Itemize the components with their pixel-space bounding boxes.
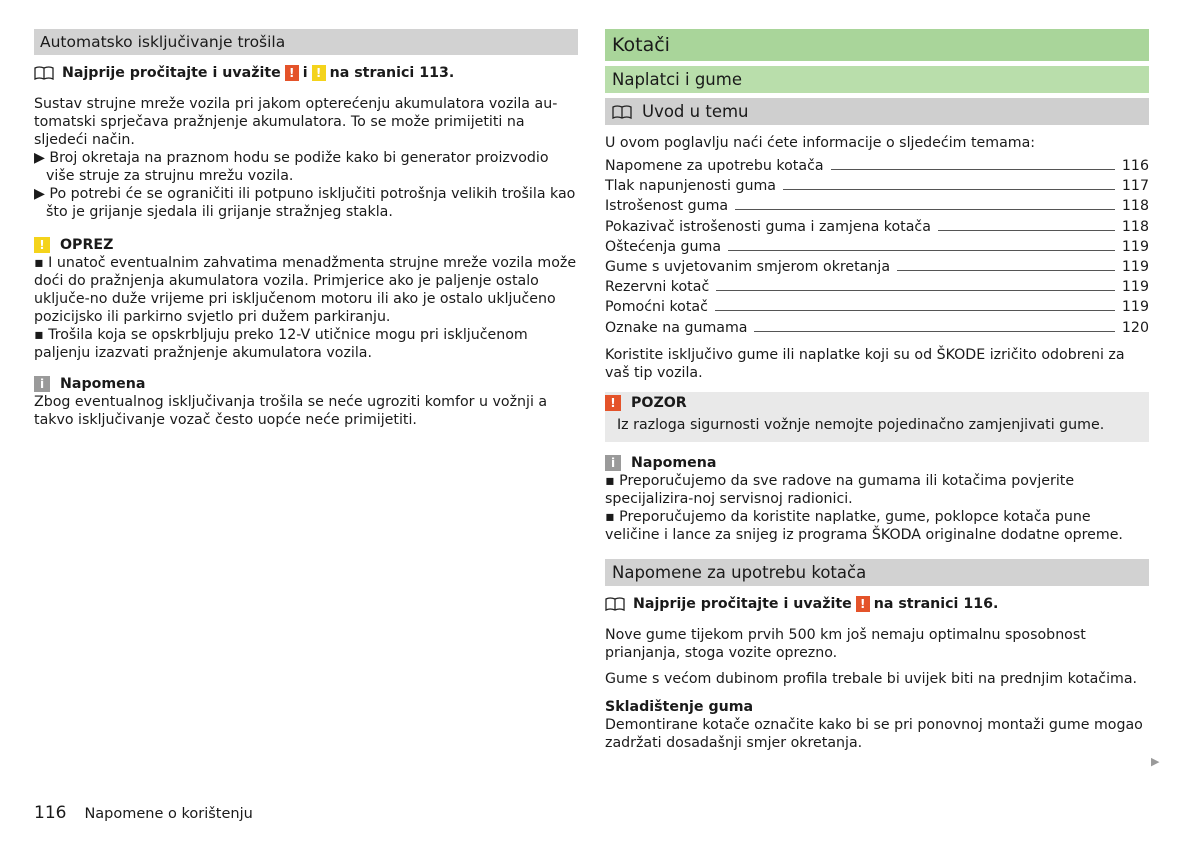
list-item: ▪ I unatoč eventualnim zahvatima menadžmenta strujne mreže vozila može doći do pražnjenja akumulatora vozila. Primjerice ako je paljenje ostalo uključe-no duže vrijeme pri isključenom motoru ili ako je ostalo uključeno pozicijsko ili parkirno svjetlo pri dužem parkiranju. <box>34 255 577 325</box>
chapter-name: Napomene o korištenju <box>84 806 253 822</box>
toc-entry[interactable]: Pomoćni kotač 119 <box>605 299 1149 316</box>
list-item: ▶ Po potrebi će se ograničiti ili potpuno isključiti potrošnja velikih trošila kao što je grijanje sjedala ili grijanje stražnjeg stakla. <box>34 186 576 220</box>
info-icon: i <box>605 455 621 471</box>
toc-entry[interactable]: Tlak napunjenosti guma 117 <box>605 178 1149 195</box>
reference-line <box>34 64 578 82</box>
approval-paragraph: Koristite isključivo gume ili naplatke koji su od ŠKODE izričito odobreni za vaš tip vozila. <box>605 346 1125 381</box>
toc-entry[interactable]: Oštećenja guma 119 <box>605 238 1149 255</box>
note-box <box>605 454 1149 544</box>
reference-text: Najprije pročitajte i uvažite <box>62 65 281 81</box>
caution-notice <box>34 236 578 362</box>
toc-intro: U ovom poglavlju naći ćete informacije o sljedećim temama: <box>605 135 1036 151</box>
caution-icon: ! <box>34 237 50 253</box>
intro-paragraph: Sustav strujne mreže vozila pri jakom opterećenju akumulatora vozila au-tomatski sprječava pražnjenje akumulatora. To se može primijetiti na sljedeći način. <box>34 96 558 148</box>
topic-heading: Uvod u temu <box>605 98 1149 125</box>
list-item: ▪ Trošila koja se opskrbljuju preko 12-V utičnice mogu pri isključenom paljenju izazvati pražnjenje akumulatora vozila. <box>34 327 528 361</box>
warning-text: Iz razloga sigurnosti vožnje nemojte pojedinačno zamjenjivati gume. <box>617 416 1105 433</box>
list-item: ▪ Preporučujemo da koristite naplatke, gume, poklopce kotača pune veličine i lance za snijeg iz programa ŠKODA originalne dodatne opreme. <box>605 508 1123 543</box>
toc-entry[interactable]: Pokazivač istrošenosti guma i zamjena kotača 118 <box>605 218 1149 235</box>
warning-icon[interactable]: ! <box>285 65 299 81</box>
warning-icon: ! <box>605 395 621 411</box>
note-text: Zbog eventualnog isključivanja trošila se neće ugroziti komfor u vožnji a takvo isključivanje vozač često uopće neće primijetiti. <box>34 394 548 428</box>
left-column <box>34 29 578 429</box>
info-icon: i <box>34 376 50 392</box>
reference-page: na stranici 113. <box>329 65 455 81</box>
warning-box <box>605 392 1149 442</box>
reference-line <box>605 595 1149 613</box>
warning-title: POZOR <box>631 394 687 411</box>
reference-page: na stranici 116. <box>873 595 999 612</box>
paragraph: Gume s većom dubinom profila trebale bi uvijek biti na prednjim kotačima. <box>605 670 1138 687</box>
list-item: ▪ Preporučujemo da sve radove na gumama ili kotačima povjerite specijalizira-noj servisnoj radionici. <box>605 472 1075 507</box>
book-icon <box>34 66 54 80</box>
caution-icon[interactable]: ! <box>312 65 326 81</box>
reference-separator: i <box>302 65 308 81</box>
reference-text: Najprije pročitajte i uvažite <box>633 595 852 612</box>
section-heading: Napomene za upotrebu kotača <box>605 559 1149 586</box>
paragraph: Demontirane kotače označite kako bi se pri ponovnoj montaži gume mogao zadržati dosadašnji smjer okretanja. <box>605 716 1143 751</box>
book-icon <box>605 597 625 611</box>
warning-icon[interactable]: ! <box>856 596 870 612</box>
book-icon <box>612 105 632 119</box>
page-footer <box>34 804 253 823</box>
chapter-heading: Kotači <box>605 29 1149 61</box>
note-title: Napomena <box>60 376 146 392</box>
sub-heading: Skladištenje guma <box>605 698 754 715</box>
caution-title: OPREZ <box>60 237 114 253</box>
page-number: 116 <box>34 803 67 823</box>
toc-entry[interactable]: Gume s uvjetovanim smjerom okretanja 119 <box>605 258 1149 275</box>
continue-arrow-icon: ▶ <box>1151 755 1160 768</box>
subchapter-heading: Naplatci i gume <box>605 66 1149 93</box>
toc-entry[interactable]: Istrošenost guma 118 <box>605 198 1149 215</box>
paragraph: Nove gume tijekom prvih 500 km još nemaju optimalnu sposobnost prianjanja, stoga vozite oprezno. <box>605 626 1086 661</box>
list-item: ▶ Broj okretaja na praznom hodu se podiže kako bi generator proizvodio više struje za strujnu mrežu vozila. <box>34 150 549 184</box>
note-box <box>34 375 578 429</box>
note-title: Napomena <box>631 454 717 471</box>
toc-entry[interactable]: Oznake na gumama 120 <box>605 319 1149 336</box>
toc-entry[interactable]: Rezervni kotač 119 <box>605 279 1149 296</box>
table-of-contents <box>605 156 1149 338</box>
right-column <box>605 29 1149 752</box>
section-heading: Automatsko isključivanje trošila <box>34 29 578 55</box>
toc-entry[interactable]: Napomene za upotrebu kotača 116 <box>605 158 1149 174</box>
